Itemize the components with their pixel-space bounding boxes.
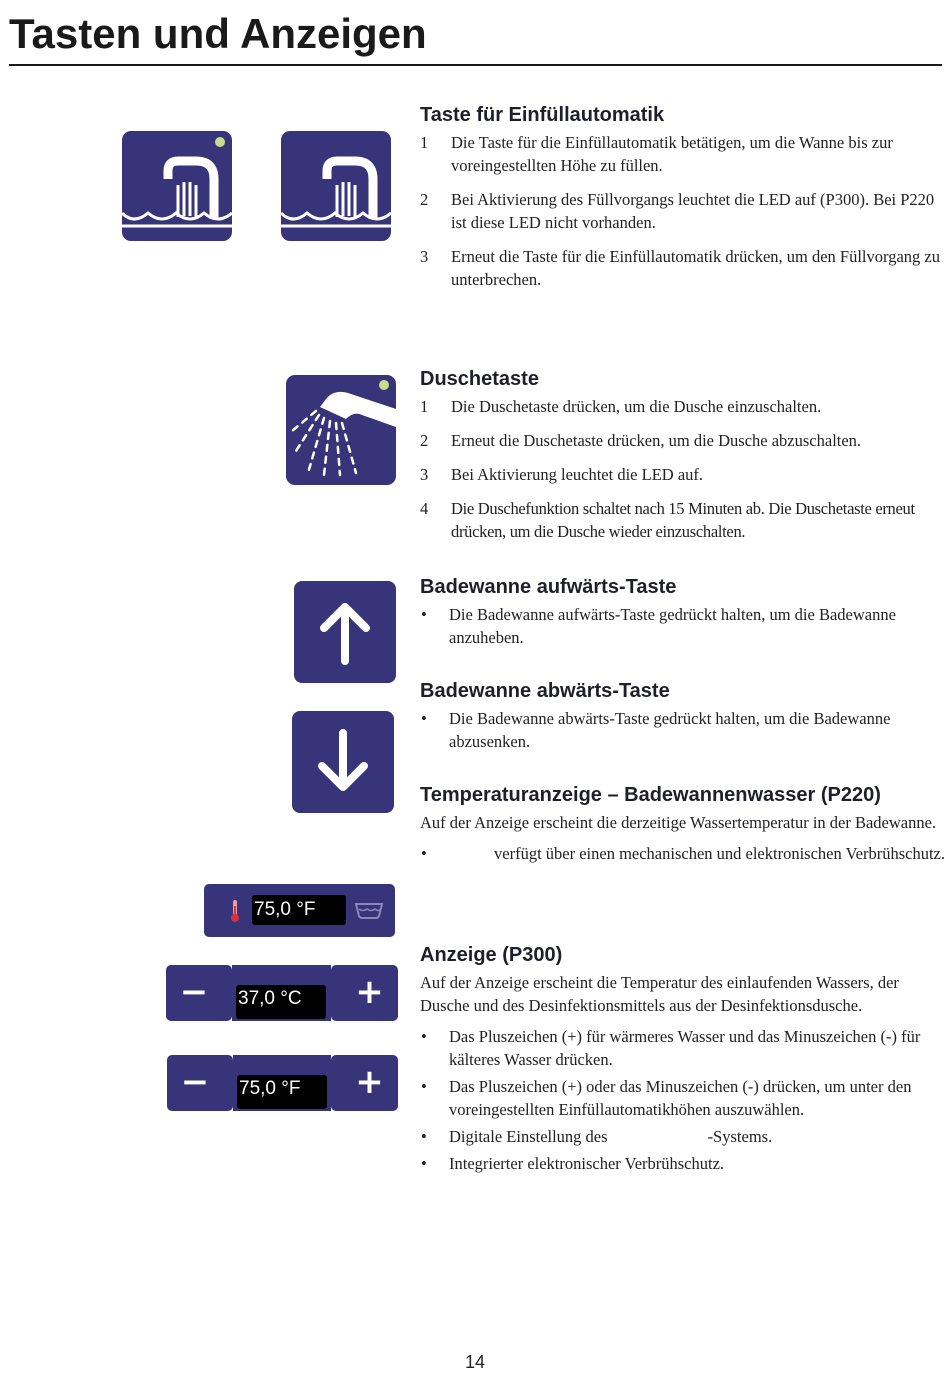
minus-button-label: − [179,972,209,1012]
section-heading: Anzeige (P300) [420,944,563,966]
section-display-p300 [420,943,945,1179]
list-item: • Integrierter elektronischer Verbrühschutz. [421,1154,725,1173]
numbered-list [420,131,945,291]
page-number: 14 [464,1352,486,1372]
bullet-list [420,603,945,649]
section-fill-button [420,103,945,302]
list-item: 1 Die Taste für die Einfüllautomatik betätigen, um die Wanne bis zur voreingestellten Höhe zu füllen. [420,133,893,175]
section-tub-up-button [420,575,945,653]
list-item: • Digitale Einstellung des -Systems. [421,1127,773,1146]
numbered-list [420,395,945,543]
bullet-list [420,842,945,865]
temperature-readout: 75,0 °F [252,895,346,925]
temperature-display-p300-fahrenheit [167,1055,398,1111]
section-heading: Badewanne aufwärts-Taste [420,576,677,598]
plus-button[interactable] [331,965,398,1021]
section-heading: Temperaturanzeige – Badewannenwasser (P220) [420,784,881,806]
list-item: • Das Pluszeichen (+) oder das Minuszeichen (-) drücken, um unter den voreingestellten Einfüllautomatikhöhen auszuwählen. [421,1077,912,1119]
title-rule [9,64,942,66]
shower-icon [286,375,396,485]
section-heading: Badewanne abwärts-Taste [420,680,670,702]
list-item: 1 Die Duschetaste drücken, um die Dusche einzuschalten. [420,397,822,416]
bathtub-icon [354,900,384,920]
section-temperature-display [420,783,945,869]
list-item: • Die Badewanne aufwärts-Taste gedrückt halten, um die Badewanne anzuheben. [421,605,896,647]
section-intro: Auf der Anzeige erscheint die derzeitige Wassertemperatur in der Badewanne. [420,813,937,832]
fill-faucet-icon [122,131,232,241]
minus-button[interactable] [166,965,232,1021]
plus-button-label: + [355,972,384,1012]
arrow-down-icon [292,711,394,813]
bullet-list [420,707,945,753]
bullet-list [420,1025,945,1175]
list-item: 3 Erneut die Taste für die Einfüllautomatik drücken, um den Füllvorgang zu unterbrechen. [420,247,940,289]
page-title: Tasten und Anzeigen [9,10,427,57]
thermometer-icon [228,898,242,924]
section-heading: Duschetaste [420,368,539,390]
list-item: • verfügt über einen mechanischen und elektronischen Verbrühschutz. [421,844,945,863]
section-heading: Taste für Einfüllautomatik [420,104,665,126]
temperature-readout: 37,0 °C [236,985,326,1019]
list-item: • Das Pluszeichen (+) für wärmeres Wasser und das Minuszeichen (-) für kälteres Wasser drücken. [421,1027,921,1069]
fill-faucet-icon [281,131,391,241]
minus-button-label: − [180,1062,210,1102]
plus-button[interactable] [331,1055,398,1111]
arrow-up-icon [294,581,396,683]
section-shower-button [420,367,945,554]
list-item: 4 Die Duschefunktion schaltet nach 15 Minuten ab. Die Duschetaste erneut drücken, um die Dusche wieder einzuschalten. [420,499,915,541]
list-item: 2 Bei Aktivierung des Füllvorgangs leuchtet die LED auf (P300). Bei P220 ist diese LED nicht vorhanden. [420,190,935,232]
list-item: • Die Badewanne abwärts-Taste gedrückt halten, um die Badewanne abzusenken. [421,709,891,751]
temperature-readout: 75,0 °F [237,1075,327,1109]
section-tub-down-button [420,679,945,757]
plus-button-label: + [355,1062,384,1102]
list-item: 3 Bei Aktivierung leuchtet die LED auf. [420,465,704,484]
temperature-display-p220 [204,884,395,937]
list-item: 2 Erneut die Duschetaste drücken, um die Dusche abzuschalten. [420,431,862,450]
temperature-display-p300-celsius [166,965,398,1021]
section-intro: Auf der Anzeige erscheint die Temperatur des einlaufenden Wassers, der Dusche und des Desinfektionsmittels aus der Desinfektionsdusche. [420,973,899,1015]
minus-button[interactable] [167,1055,233,1111]
